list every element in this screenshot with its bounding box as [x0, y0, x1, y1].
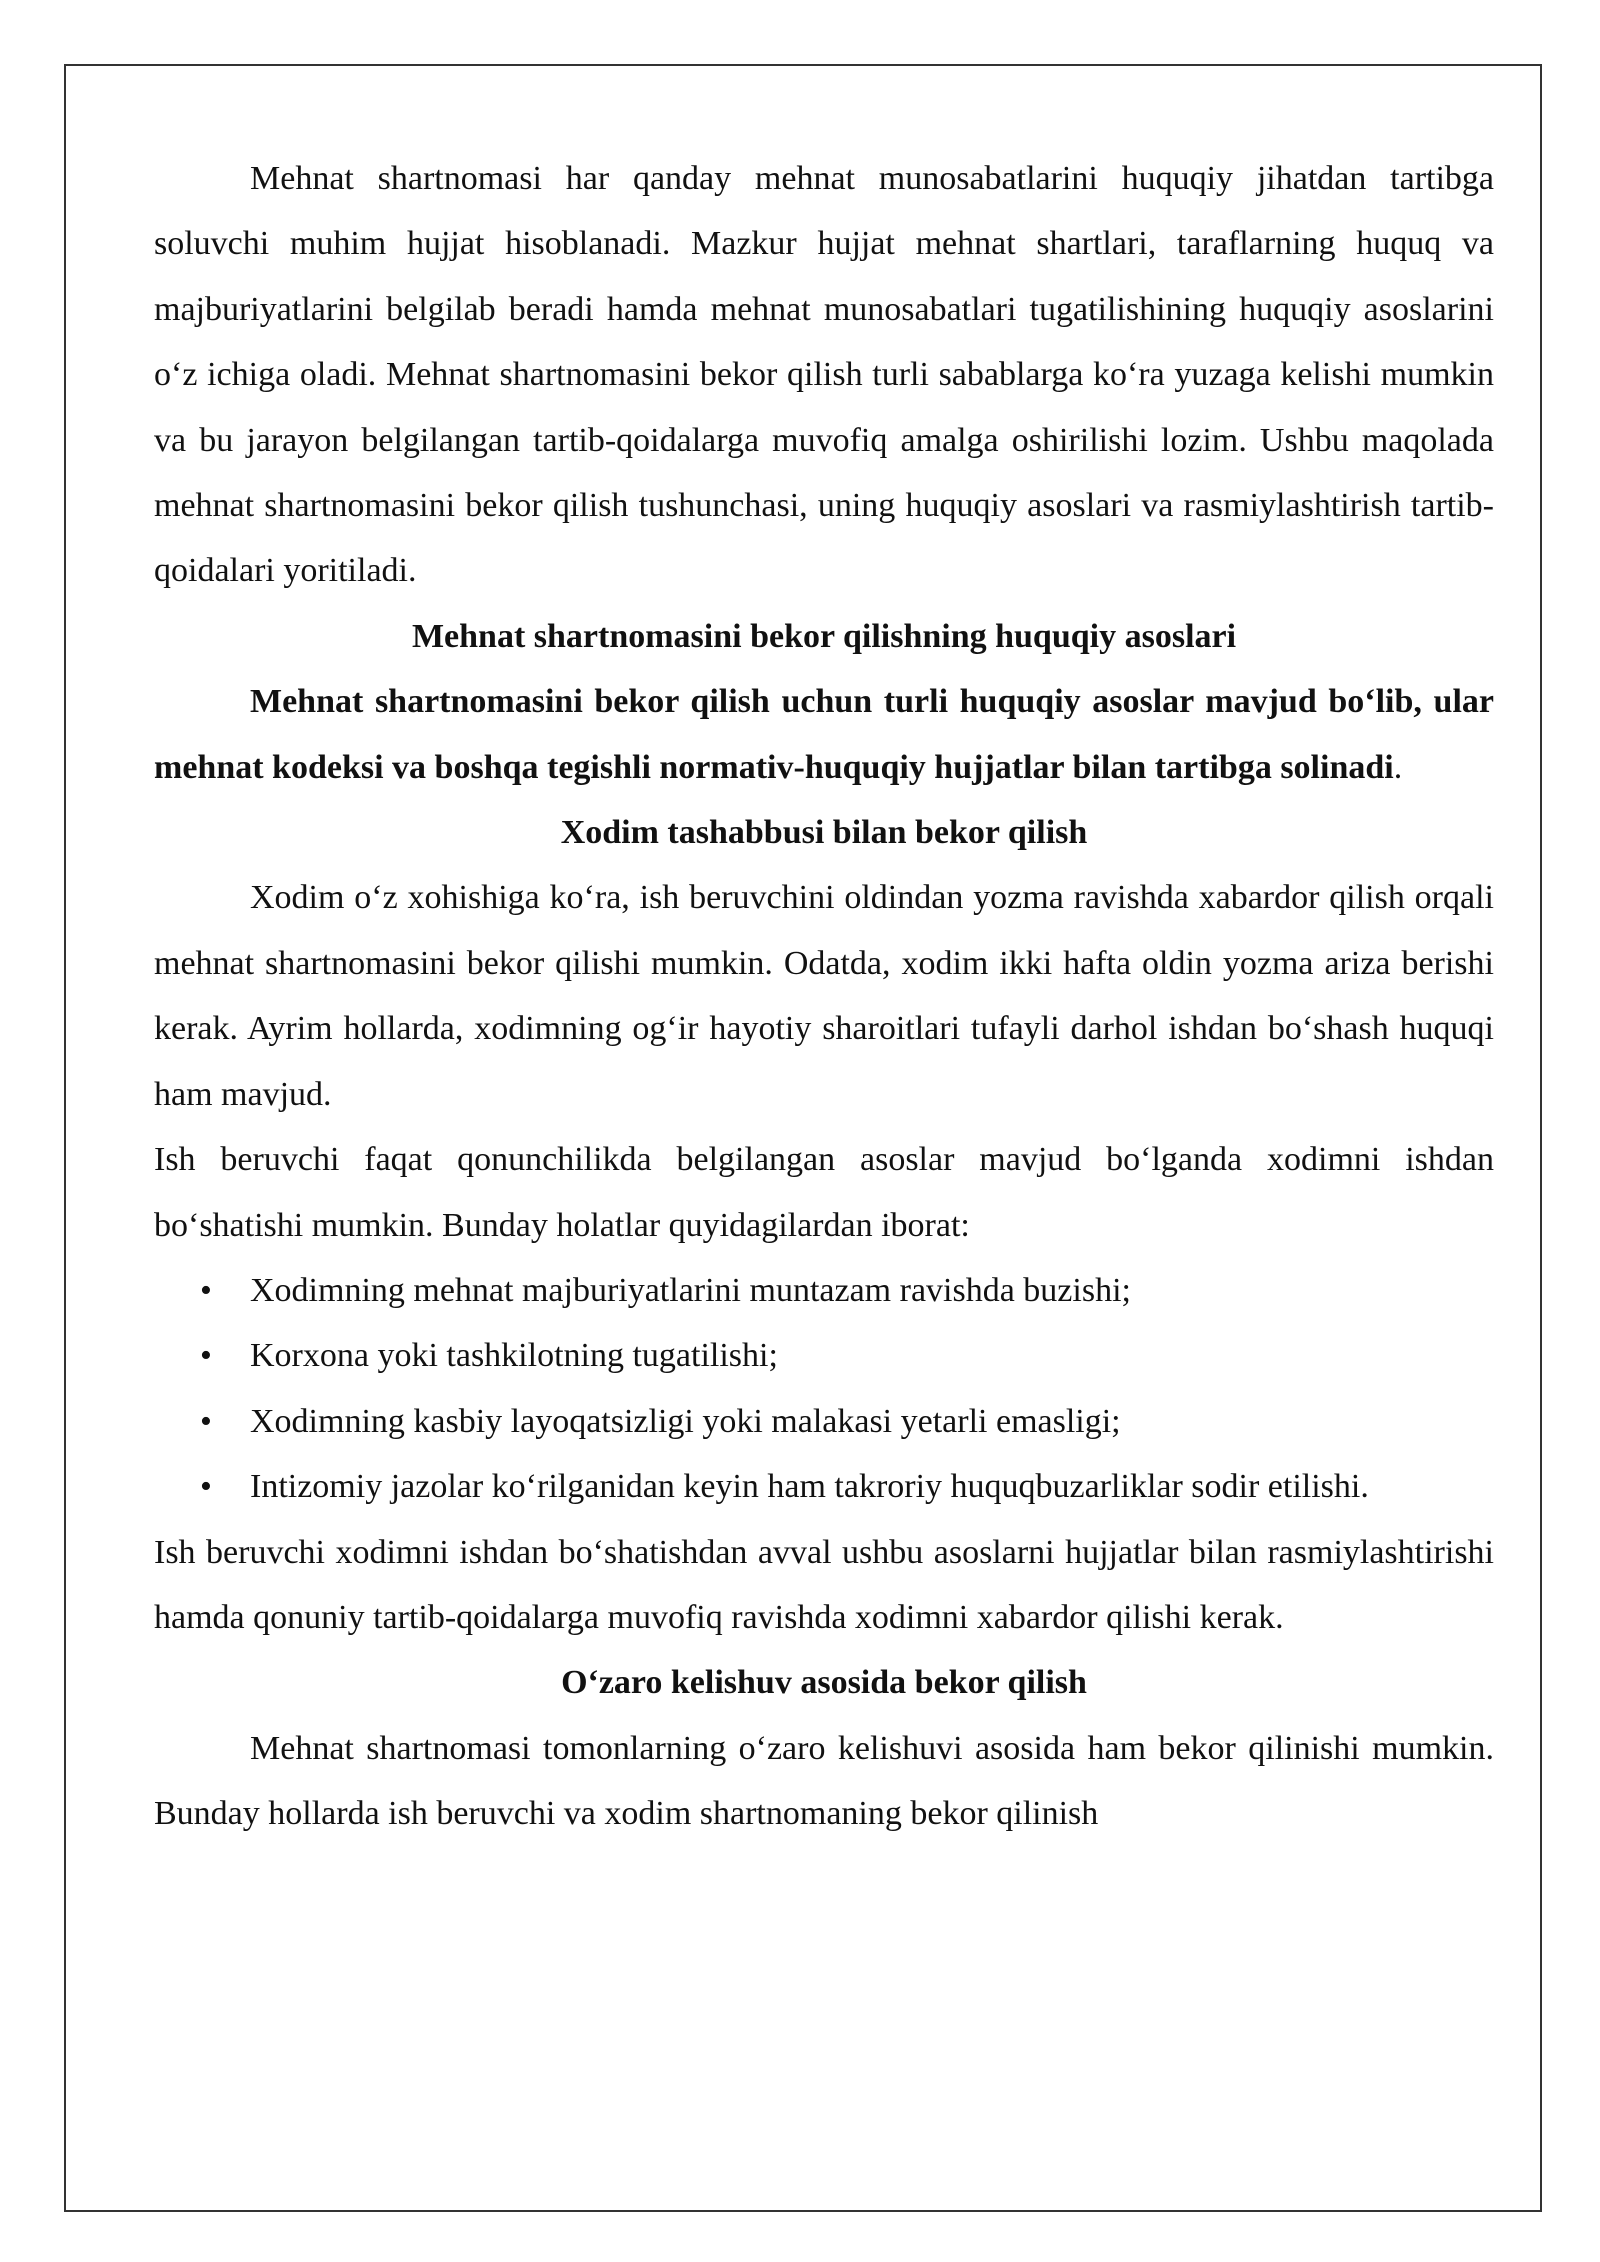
- employer-grounds-paragraph: Ish beruvchi faqat qonunchilikda belgilangan asoslar mavjud bo‘lganda xodimni ishdan bo‘shatishi mumkin. Bunday holatlar quyidagilardan iborat:: [154, 1141, 1494, 1244]
- section-heading-employee-initiative: Xodim tashabbusi bilan bekor qilish: [560, 814, 1088, 852]
- legal-grounds-paragraph: [154, 669, 1494, 800]
- list-item-text: Xodimning kasbiy layoqatsizligi yoki malakasi yetarli emasligi;: [250, 1402, 1121, 1440]
- list-item: [154, 1454, 1494, 1519]
- bullet-icon: •: [200, 1468, 212, 1506]
- employee-initiative-paragraph: Xodim o‘z xohishiga ko‘ra, ish beruvchini oldindan yozma ravishda xabardor qilish orqali mehnat shartnomasini bekor qilishi mumkin. Odatda, xodim ikki hafta oldin yozma ariza berishi kerak. Ayrim hollarda, xodimning og‘ir hayotiy sharoitlari tufayli darhol ishdan bo‘shash huquqi ham mavjud.: [154, 879, 1494, 1113]
- list-item-text: Intizomiy jazolar ko‘rilganidan keyin ham takroriy huquqbuzarliklar sodir etilishi.: [250, 1468, 1369, 1506]
- bullet-icon: •: [200, 1402, 212, 1440]
- legal-grounds-period: .: [1393, 748, 1403, 786]
- list-item: [154, 1258, 1494, 1323]
- grounds-bullet-list: [154, 1258, 1494, 1520]
- bullet-icon: •: [200, 1337, 212, 1375]
- mutual-agreement-paragraph: Mehnat shartnomasi tomonlarning o‘zaro kelishuvi asosida ham bekor qilinishi mumkin. Bunday hollarda ish beruvchi va xodim shartnomaning bekor qilinish: [154, 1729, 1494, 1833]
- list-item-text: Xodimning mehnat majburiyatlarini muntazam ravishda buzishi;: [250, 1271, 1131, 1309]
- list-item: [154, 1323, 1494, 1388]
- list-item-text: Korxona yoki tashkilotning tugatilishi;: [250, 1337, 778, 1375]
- document-body: [154, 146, 1494, 1847]
- intro-paragraph: Mehnat shartnomasi har qanday mehnat munosabatlarini huquqiy jihatdan tartibga soluvchi muhim hujjat hisoblanadi. Mazkur hujjat mehnat shartlari, taraflarning huquq va majburiyatlarini belgilab beradi hamda mehnat munosabatlari tugatilishining huquqiy asoslarini o‘z ichiga oladi. Mehnat shartnomasini bekor qilish turli sabablarga ko‘ra yuzaga kelishi mumkin va bu jarayon belgilangan tartib-qoidalarga muvofiq amalga oshirilishi lozim. Ushbu maqolada mehnat shartnomasini bekor qilish tushunchasi, uning huquqiy asoslari va rasmiylashtirish tartib-qoidalari yoritiladi.: [154, 160, 1494, 590]
- bullet-icon: •: [200, 1271, 212, 1309]
- section-heading-legal-grounds: Mehnat shartnomasini bekor qilishning huquqiy asoslari: [411, 617, 1237, 655]
- employer-documentation-paragraph: Ish beruvchi xodimni ishdan bo‘shatishdan avval ushbu asoslarni hujjatlar bilan rasmiylashtirishi hamda qonuniy tartib-qoidalarga muvofiq ravishda xodimni xabardor qilishi kerak.: [154, 1533, 1494, 1636]
- list-item: [154, 1389, 1494, 1454]
- section-heading-mutual-agreement: O‘zaro kelishuv asosida bekor qilish: [561, 1664, 1087, 1702]
- legal-grounds-bold-text: Mehnat shartnomasini bekor qilish uchun turli huquqiy asoslar mavjud bo‘lib, ular mehnat kodeksi va boshqa tegishli normativ-huquqiy hujjatlar bilan tartibga solinadi: [154, 683, 1494, 786]
